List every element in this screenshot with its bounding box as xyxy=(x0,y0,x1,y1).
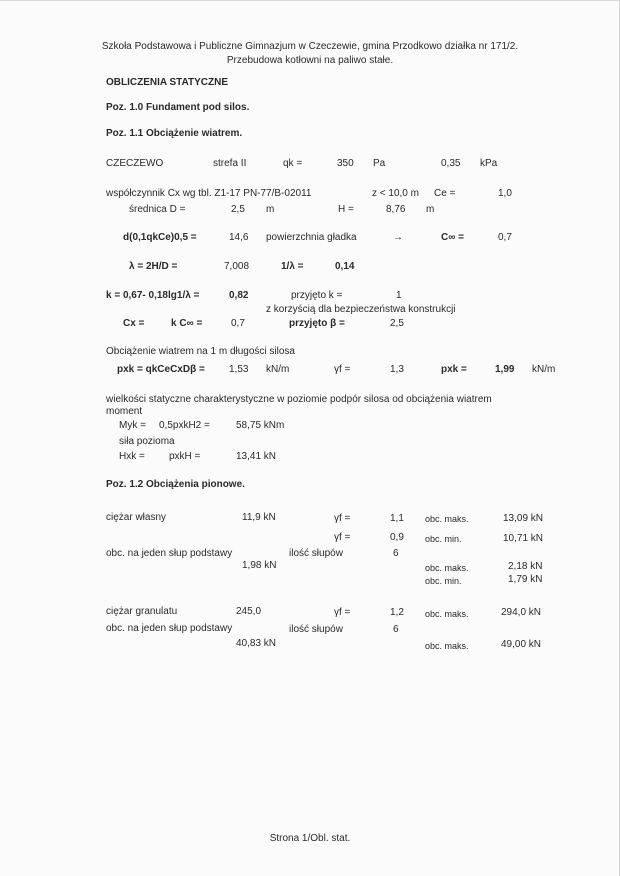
k-taken-label: przyjęto k = xyxy=(291,290,343,301)
cx-value: 0,7 xyxy=(231,318,245,329)
cx-label: Cx = xyxy=(123,318,145,329)
lambda-label: λ = 2H/D = xyxy=(129,261,178,272)
cinf-label: C∞ = xyxy=(441,232,464,243)
k-value: 0,82 xyxy=(229,290,249,301)
cx-expression: k C∞ = xyxy=(171,318,203,329)
myk-label: Myk = xyxy=(119,420,146,431)
gamma-f-value: 1,3 xyxy=(390,364,404,375)
surface-type: powierzchnia gładka xyxy=(266,232,357,243)
beta-value: 2,5 xyxy=(390,318,404,329)
gamma-f-label: γf = xyxy=(334,364,351,375)
own-weight-max-value: 13,09 kN xyxy=(503,513,544,524)
page-title: OBLICZENIA STATYCZNE xyxy=(106,77,229,88)
k-taken-value: 1 xyxy=(396,290,402,301)
own-weight-gamma-max: 1,1 xyxy=(390,513,404,524)
moment-label: moment xyxy=(106,406,143,417)
own-weight-max-label: obc. maks. xyxy=(425,514,469,524)
granulate-per-max-value: 49,00 kN xyxy=(501,639,542,650)
own-weight-gamma-label: γf = xyxy=(334,513,351,524)
page-footer: Strona 1/Obl. stat. xyxy=(269,833,351,844)
pxd-label: pxk = xyxy=(441,364,467,375)
granulate-per-post-value: 40,83 kN xyxy=(236,638,277,649)
own-weight-posts-label: ilość słupów xyxy=(289,548,343,559)
location-name: CZECZEWO xyxy=(106,158,164,169)
wind-zone: strefa II xyxy=(213,158,247,169)
qk-kpa-unit: kPa xyxy=(480,158,498,169)
qk-label: qk = xyxy=(283,158,303,169)
myk-expression: 0,5pxkH2 = xyxy=(159,420,210,431)
own-weight-per-min-value: 1,79 kN xyxy=(508,574,543,585)
qk-kpa-value: 0,35 xyxy=(441,158,461,169)
d01-value: 14,6 xyxy=(229,232,249,243)
qk-unit: Pa xyxy=(373,158,386,169)
section-poz-1-1: Poz. 1.1 Obciążenie wiatrem. xyxy=(106,128,243,139)
own-weight-label: ciężar własny xyxy=(106,512,167,523)
pxd-unit: kN/m xyxy=(532,364,556,375)
hxk-label: Hxk = xyxy=(119,451,145,462)
k-formula: k = 0,67- 0,18lg1/λ = xyxy=(106,290,200,301)
granulate-gamma-value: 1,2 xyxy=(390,607,404,618)
coef-condition: z < 10,0 m xyxy=(372,188,419,199)
wind-per-meter: Obciążenie wiatrem na 1 m długości silosa xyxy=(106,346,295,357)
safety-note: z korzyścią dla bezpieczeństwa konstrukcji xyxy=(266,304,456,315)
own-weight-per-post-label: obc. na jeden słup podstawy xyxy=(106,548,233,559)
arrow-right-icon: → xyxy=(393,232,403,243)
own-weight-per-max-value: 2,18 kN xyxy=(508,561,543,572)
scan-edge-top xyxy=(0,0,620,1)
pxd-value: 1,99 xyxy=(495,364,515,375)
own-weight-min-value: 10,71 kN xyxy=(503,533,544,544)
own-weight-posts-count: 6 xyxy=(393,548,399,559)
own-weight-min-label: obc. min. xyxy=(425,534,462,544)
horizontal-force-label: siła pozioma xyxy=(119,436,175,447)
own-weight-value: 11,9 kN xyxy=(242,512,276,523)
own-weight-gamma-label-2: γf = xyxy=(334,532,351,543)
pxk-value: 1,53 xyxy=(229,364,249,375)
d01-label: d(0,1qkCe)0,5 = xyxy=(123,232,197,243)
header-line-2: Przebudowa kotłowni na paliwo stałe. xyxy=(226,55,394,66)
granulate-posts-label: ilość słupów xyxy=(289,624,343,635)
height-value: 8,76 xyxy=(386,204,406,215)
diameter-value: 2,5 xyxy=(231,204,245,215)
granulate-label: ciężar granulatu xyxy=(106,606,178,617)
height-label: H = xyxy=(338,204,354,215)
ce-value: 1,0 xyxy=(498,188,512,199)
ce-label: Ce = xyxy=(434,188,456,199)
lambda-value: 7,008 xyxy=(224,261,250,272)
inv-lambda-label: 1/λ = xyxy=(281,261,304,272)
pxk-formula: pxk = qkCeCxDβ = xyxy=(117,364,205,375)
cinf-value: 0,7 xyxy=(498,232,512,243)
beta-label: przyjęto β = xyxy=(289,318,345,329)
own-weight-per-min-label: obc. min. xyxy=(425,576,462,586)
height-unit: m xyxy=(426,204,435,215)
section-poz-1-0: Poz. 1.0 Fundament pod silos. xyxy=(106,102,250,113)
granulate-max-value: 294,0 kN xyxy=(501,607,542,618)
qk-value: 350 xyxy=(337,158,354,169)
own-weight-per-post-value: 1,98 kN xyxy=(242,560,277,571)
myk-value: 58,75 kNm xyxy=(236,420,285,431)
granulate-per-max-label: obc. maks. xyxy=(425,641,469,651)
granulate-posts-count: 6 xyxy=(393,624,399,635)
header-line-1: Szkoła Podstawowa i Publiczne Gimnazjum w Czeczewie, gmina Przodkowo działka nr 171/2. xyxy=(101,41,519,52)
diameter-label: średnica D = xyxy=(129,204,186,215)
inv-lambda-value: 0,14 xyxy=(335,261,355,272)
granulate-max-label: obc. maks. xyxy=(425,609,469,619)
own-weight-gamma-min: 0,9 xyxy=(390,532,404,543)
diameter-unit: m xyxy=(266,204,275,215)
pxk-unit: kN/m xyxy=(266,364,290,375)
coef-label: współczynnik Cx wg tbl. Z1-17 PN-77/B-02011 xyxy=(106,188,312,199)
granulate-per-post-label: obc. na jeden słup podstawy xyxy=(106,623,233,634)
characteristic-values-note: wielkości statyczne charakterystyczne w poziomie podpór silosa od obciążenia wiatrem xyxy=(106,394,492,405)
granulate-gamma-label: γf = xyxy=(334,607,351,618)
granulate-value: 245,0 xyxy=(236,606,262,617)
hxk-expression: pxkH = xyxy=(169,451,201,462)
hxk-value: 13,41 kN xyxy=(236,451,277,462)
own-weight-per-max-label: obc. maks. xyxy=(425,563,469,573)
section-poz-1-2: Poz. 1.2 Obciążenia pionowe. xyxy=(106,479,245,490)
